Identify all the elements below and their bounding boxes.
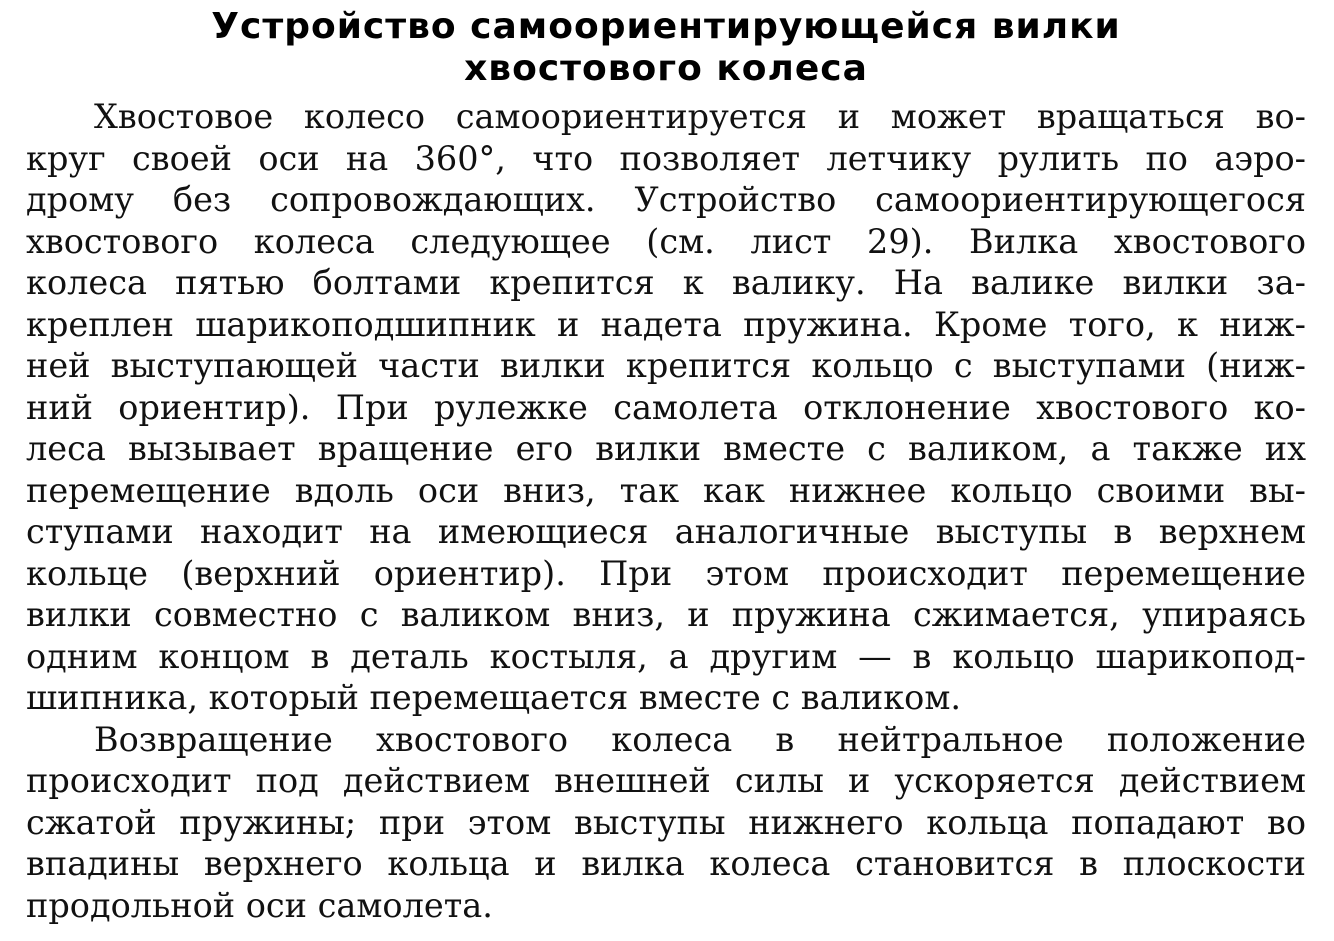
text-line: происходит под действием внешней силы и ускоряется действием	[26, 761, 1306, 800]
text-line: вилки совместно с валиком вниз, и пружина сжимается, упираясь	[26, 595, 1306, 634]
document-page	[26, 0, 1306, 941]
text-line: дрому без сопровождающих. Устройство самоориентирующегося	[26, 180, 1306, 219]
text-line: леса вызывает вращение его вилки вместе с валиком, а также их	[26, 429, 1306, 468]
text-line: ний ориентир). При рулежке самолета отклонение хвостового ко-	[26, 387, 1306, 427]
text-line: сжатой пружины; при этом выступы нижнего кольца попадают во	[26, 802, 1306, 842]
text-line: перемещение вдоль оси вниз, так как нижнее кольцо своими вы-	[26, 470, 1306, 510]
text-line: шипника, который перемещается вместе с валиком.	[26, 678, 962, 717]
text-line: одним концом в деталь костыля, а другим — в кольцо шарикопод-	[26, 636, 1306, 676]
document-body	[26, 96, 1306, 926]
title-line-1: Устройство самоориентирующейся вилки	[211, 6, 1121, 47]
text-line: круг своей оси на 360°, что позволяет летчику рулить по аэро-	[26, 138, 1306, 178]
paragraph-2	[26, 719, 1306, 927]
text-line: ступами находит на имеющиеся аналогичные выступы в верхнем	[26, 512, 1306, 551]
paragraph-1	[26, 96, 1306, 719]
document-title	[26, 6, 1306, 90]
text-line: креплен шарикоподшипник и надета пружина. Кроме того, к ниж-	[26, 304, 1306, 344]
title-line-2: хвостового колеса	[464, 48, 868, 89]
text-line: ней выступающей части вилки крепится кольцо с выступами (ниж-	[26, 346, 1306, 385]
text-line: продольной оси самолета.	[26, 885, 493, 925]
text-line: кольце (верхний ориентир). При этом происходит перемещение	[26, 553, 1306, 593]
text-line: впадины верхнего кольца и вилка колеса становится в плоскости	[26, 844, 1306, 883]
text-line: Хвостовое колесо самоориентируется и может вращаться во-	[94, 97, 1306, 136]
text-line: хвостового колеса следующее (см. лист 29). Вилка хвостового	[26, 221, 1306, 261]
text-line: Возвращение хвостового колеса в нейтральное положение	[94, 719, 1306, 759]
text-line: колеса пятью болтами крепится к валику. На валике вилки за-	[26, 263, 1306, 302]
